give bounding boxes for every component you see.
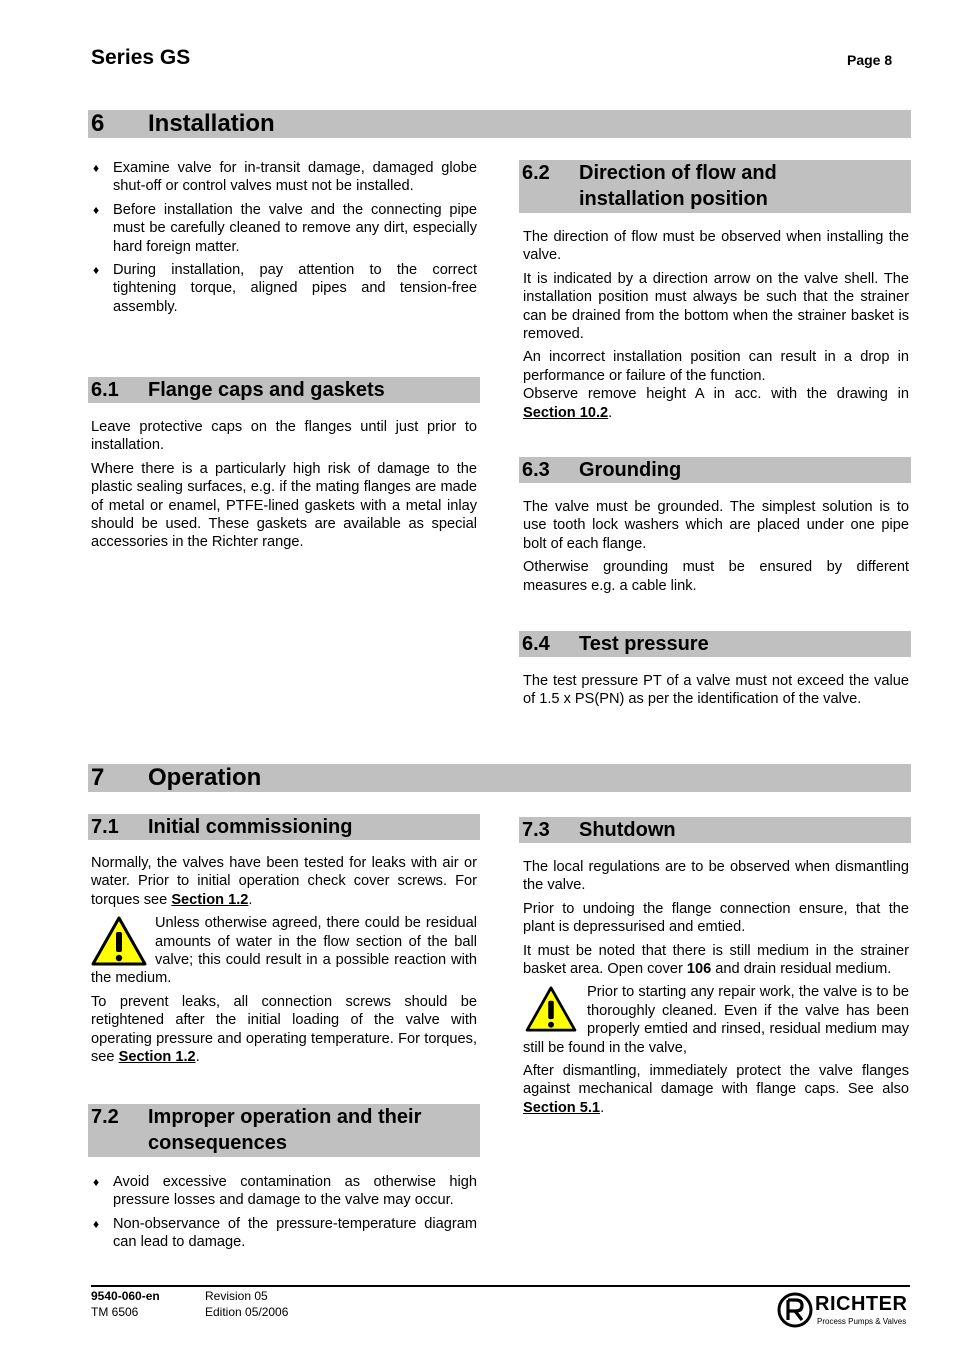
section-title-line-2: consequences [148, 1132, 287, 1154]
section-title: Direction of flow and [579, 162, 777, 184]
list-item: ♦ During installation, pay attention to the correct tightening torque, aligned pipes and tension-free assembly. [93, 262, 477, 315]
series-title: Series GS [91, 46, 191, 69]
footer-divider [91, 1285, 910, 1287]
section-7-2-heading [88, 1104, 480, 1157]
diamond-bullet-icon: ♦ [93, 202, 100, 217]
logo-subtitle: Process Pumps & Valves [817, 1317, 907, 1326]
document-number: 9540-060-en [91, 1289, 160, 1303]
tm-number: TM 6506 [91, 1305, 139, 1319]
section-number: 6.1 [91, 379, 119, 401]
diamond-bullet-icon: ♦ [93, 263, 100, 278]
section-title: Initial commissioning [148, 816, 353, 838]
paragraph: It is indicated by a direction arrow on the valve shell. The installation position must always be such that the strainer can be drained from the bottom when the strainer basket is removed. [523, 270, 909, 343]
richter-logo [777, 1292, 913, 1332]
list-item: ♦ Non-observance of the pressure-temperature diagram can lead to damage. [93, 1215, 477, 1251]
list-item: ♦ Before installation the valve and the connecting pipe must be carefully cleaned to remove any dirt, especially hard foreign matter. [93, 201, 477, 255]
paragraph: Otherwise grounding must be ensured by different measures e.g. a cable link. [523, 559, 909, 594]
section-7-heading [88, 764, 911, 792]
paragraph: The local regulations are to be observed when dismantling the valve. [523, 859, 909, 894]
warning-triangle-icon [91, 916, 147, 966]
section-6-2-body [523, 228, 909, 427]
section-7-3-body [523, 858, 909, 1122]
paragraph: The test pressure PT of a valve must not exceed the value of 1.5 x PS(PN) as per the identification of the valve. [523, 673, 909, 708]
warning-note: Prior to starting any repair work, the valve is to be thoroughly cleaned. Even if the valve has been properly emtied and rinsed, residual medium may still be found in the valve, [523, 984, 909, 1056]
paragraph: An incorrect installation position can result in a drop in performance or failure of the function. [523, 349, 909, 384]
section-1-2-link[interactable]: Section 1.2 [171, 891, 249, 908]
paragraph: After dismantling, immediately protect the valve flanges against mechanical damage with flange caps. See also Section 5.1. [523, 1063, 909, 1116]
diamond-bullet-icon: ♦ [93, 1216, 100, 1231]
section-title: Grounding [579, 459, 682, 481]
paragraph: Normally, the valves have been tested for leaks with air or water. Prior to initial operation check cover screws. For torques see Section 1.2. [91, 855, 477, 908]
section-title: Improper operation and their [148, 1106, 422, 1128]
warning-note: Unless otherwise agreed, there could be residual amounts of water in the flow section of the ball valve; this could result in a possible reaction with the medium. [91, 915, 477, 987]
section-title: Installation [148, 110, 275, 137]
section-6-3-heading [519, 457, 911, 483]
section-6-4-heading [519, 631, 911, 657]
section-10-2-link[interactable]: Section 10.2 [523, 404, 609, 421]
diamond-bullet-icon: ♦ [93, 1175, 100, 1189]
section-number: 6 [91, 110, 105, 137]
paragraph: To prevent leaks, all connection screws should be retightened after the initial loading of the valve with operating pressure and operating temperature. For torques, see Section 1.2. [91, 993, 477, 1066]
section-6-1-heading [88, 377, 480, 403]
edition: Edition 05/2006 [205, 1305, 289, 1319]
section-5-1-link[interactable]: Section 5.1 [523, 1099, 601, 1116]
section-6-2-heading [519, 160, 911, 213]
paragraph: The direction of flow must be observed when installing the valve. [523, 229, 909, 264]
page-number: Page 8 [847, 52, 893, 68]
logo-text: RICHTER [815, 1293, 908, 1315]
installation-bullets [91, 159, 477, 321]
warning-triangle-icon [523, 986, 579, 1032]
section-1-2-link[interactable]: Section 1.2 [118, 1049, 196, 1066]
section-title-line-2: installation position [579, 188, 768, 210]
section-7-2-bullets [91, 1173, 477, 1257]
list-item: ♦ Examine valve for in-transit damage, damaged globe shut-off or control valves must not be installed. [93, 160, 477, 195]
section-7-3-heading [519, 817, 911, 843]
section-number: 6.2 [522, 162, 550, 184]
section-7-1-body [91, 854, 477, 1071]
section-6-4-body [523, 672, 909, 714]
section-title: Shutdown [579, 819, 676, 841]
section-6-heading [88, 110, 911, 138]
section-number: 6.3 [522, 459, 550, 481]
section-number: 7 [91, 764, 105, 791]
revision: Revision 05 [205, 1289, 268, 1303]
paragraph: The valve must be grounded. The simplest solution is to use tooth lock washers which are placed under one pipe bolt of each flange. [523, 499, 909, 552]
section-number: 7.3 [522, 819, 550, 841]
section-6-1-body [91, 418, 477, 557]
paragraph: Prior to undoing the flange connection ensure, that the plant is depressurised and emtied. [523, 900, 909, 936]
list-item: ♦ Avoid excessive contamination as otherwise high pressure losses and damage to the valve may occur. [93, 1174, 477, 1209]
section-title: Test pressure [579, 633, 709, 655]
paragraph: Where there is a particularly high risk of damage to the plastic sealing surfaces, e.g. if the mating flanges are made of metal or enamel, PTFE-lined gaskets with a metal inlay should be used. These gaskets are available as special accessories in the Richter range. [91, 460, 477, 551]
paragraph: Observe remove height A in acc. with the drawing in Section 10.2. [523, 386, 909, 421]
section-7-1-heading [88, 814, 480, 840]
section-number: 7.2 [91, 1106, 119, 1128]
paragraph: Leave protective caps on the flanges until just prior to installation. [91, 419, 477, 454]
section-number: 7.1 [91, 816, 119, 838]
section-6-3-body [523, 498, 909, 600]
paragraph: It must be noted that there is still medium in the strainer basket area. Open cover 106 and drain residual medium. [523, 942, 909, 978]
diamond-bullet-icon: ♦ [93, 161, 100, 175]
section-title: Operation [148, 764, 262, 791]
section-title: Flange caps and gaskets [148, 379, 385, 401]
section-number: 6.4 [522, 633, 550, 655]
